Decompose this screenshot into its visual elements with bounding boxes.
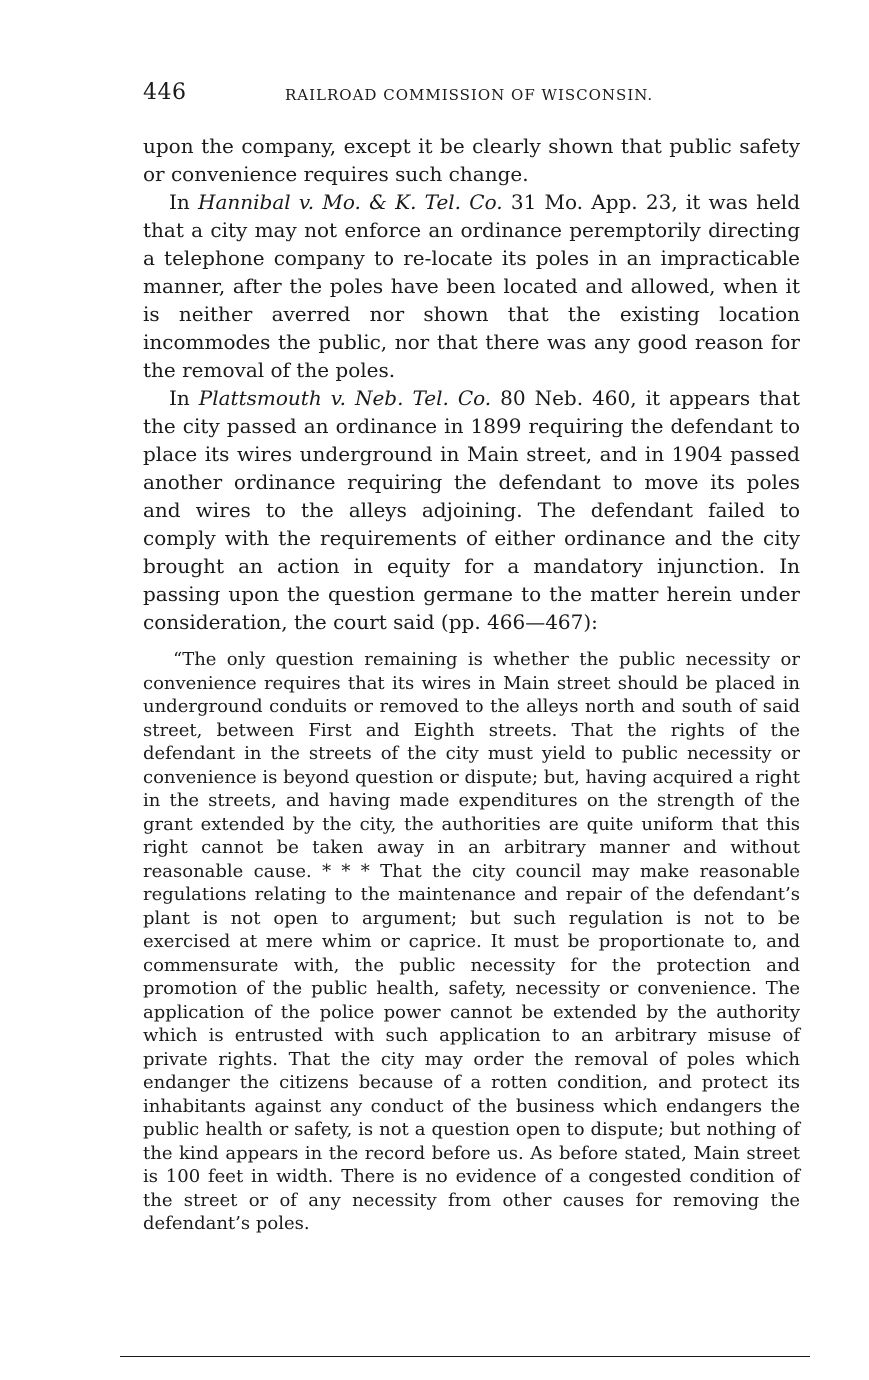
running-head [143,80,800,110]
paragraph-lead: In [169,386,199,410]
paragraph-text: upon the company, except it be clearly shown that public safety or convenience requires such change. [143,134,800,186]
case-citation: Hannibal v. Mo. & K. Tel. Co. [198,190,503,214]
page-number: 446 [143,80,187,105]
paragraph-continuation [143,132,800,188]
paragraph-hannibal [143,188,800,384]
paragraph-text: 31 Mo. App. 23, it was held that a city may not enforce an ordinance peremptorily directing a telephone company to re-locate its poles in an impracticable manner, after the poles have been located and allowed, when it is neither averred nor shown that the existing location incommodes the public, nor that there was any good reason for the removal of the poles. [143,190,801,382]
case-citation: Plattsmouth v. Neb. Tel. Co. [198,386,492,410]
bottom-rule [120,1356,810,1357]
paragraph-lead: In [169,190,199,214]
body-text [143,132,800,1236]
block-quote: “The only question remaining is whether the public necessity or convenience requires that its wires in Main street should be placed in underground conduits or removed to the alleys north and south of said street, between First and Eighth streets. That the rights of the defendant in the streets of the city must yield to public necessity or convenience is beyond question or dispute; but, having acquired a right in the streets, and having made expenditures on the strength of the grant extended by the city, the authorities are quite uniform that this right cannot be taken away in an arbitrary manner and without reasonable cause. * * * That the city council may make reasonable regulations relating to the maintenance and repair of the defendant’s plant is not open to argument; but such regulation is not to be exercised at mere whim or caprice. It must be proportionate to, and commensurate with, the public necessity for the protection and promotion of the public health, safety, necessity or convenience. The application of the police power cannot be extended by the authority which is entrusted with such application to an arbitrary misuse of private rights. That the city may order the removal of poles which endanger the citizens because of a rotten condition, and protect its inhabitants against any conduct of the business which endangers the public health or safety, is not a question open to dispute; but nothing of the kind appears in the record before us. As before stated, Main street is 100 feet in width. There is no evidence of a congested condition of the street or of any necessity from other causes for removing the defendant’s poles. [143,649,800,1234]
paragraph-text: 80 Neb. 460, it appears that the city passed an ordinance in 1899 requiring the defendant to place its wires underground in Main street, and in 1904 passed another ordinance requiring the defendant to move its poles and wires to the alleys adjoining. The defendant failed to comply with the requirements of either ordinance and the city brought an action in equity for a mandatory injunction. In passing upon the question germane to the matter herein under consideration, the court said (pp. 466—467): [143,386,801,634]
running-head-title: RAILROAD COMMISSION OF WISCONSIN. [285,86,654,104]
paragraph-plattsmouth [143,384,800,636]
